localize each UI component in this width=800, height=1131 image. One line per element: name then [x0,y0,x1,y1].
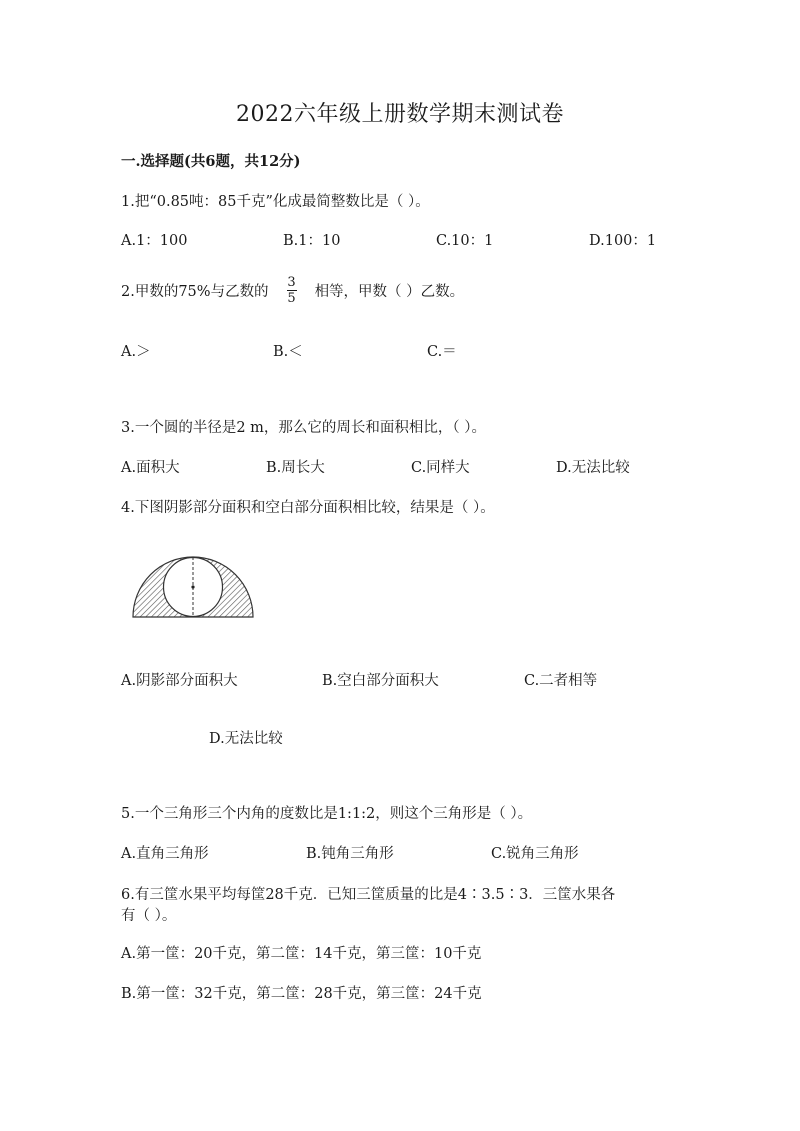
semicircle-diagram [130,553,260,623]
question-1-option-b[interactable]: B.1：10 [283,233,341,249]
question-3-option-d[interactable]: D.无法比较 [556,460,630,476]
question-1-option-a[interactable]: A.1：100 [121,233,188,249]
question-2-text-before: 2.甲数的75%与乙数的 [121,284,269,300]
question-6-option-b[interactable]: B.第一筐：32千克，第二筐：28千克，第三筐：24千克 [121,986,482,1002]
fraction-denominator: 5 [287,291,296,306]
semicircle-figure [130,553,260,627]
question-2-option-a[interactable]: A.＞ [121,344,151,360]
question-1-option-d[interactable]: D.100：1 [589,233,657,249]
question-3-option-b[interactable]: B.周长大 [266,460,325,476]
question-4-option-d[interactable]: D.无法比较 [209,731,283,747]
question-5-option-a[interactable]: A.直角三角形 [121,846,209,862]
question-5-option-c[interactable]: C.锐角三角形 [491,846,579,862]
question-6-text-line1: 6.有三筐水果平均每筐28千克．已知三筐质量的比是4∶3.5∶3．三筐水果各 [121,887,616,903]
question-4-option-b[interactable]: B.空白部分面积大 [322,673,439,689]
question-6-option-a[interactable]: A.第一筐：20千克，第二筐：14千克，第三筐：10千克 [121,946,482,962]
question-2-option-b[interactable]: B.＜ [273,344,303,360]
question-2-option-c[interactable]: C.＝ [427,344,457,360]
question-6-text-line2: 有（ ）。 [121,908,177,924]
question-3-option-a[interactable]: A.面积大 [121,460,180,476]
fraction [287,276,297,305]
question-4-option-c[interactable]: C.二者相等 [524,673,598,689]
question-5-text: 5.一个三角形三个内角的度数比是1:1:2，则这个三角形是（ ）。 [121,806,533,822]
fraction-numerator: 3 [287,275,296,290]
question-1-text: 1.把“0.85吨：85千克”化成最简整数比是（ ）。 [121,194,430,210]
question-4-option-a[interactable]: A.阴影部分面积大 [121,673,238,689]
section-heading: 一.选择题(共6题，共12分) [121,153,301,170]
question-2-text [121,276,464,305]
question-1-option-c[interactable]: C.10：1 [436,233,494,249]
question-5-option-b[interactable]: B.钝角三角形 [306,846,394,862]
question-2-text-after: 相等，甲数（ ）乙数。 [314,284,465,300]
page-title: 2022六年级上册数学期末测试卷 [236,102,564,127]
center-point [191,585,194,588]
question-4-text: 4.下图阴影部分面积和空白部分面积相比较，结果是（ ）。 [121,500,495,516]
question-3-option-c[interactable]: C.同样大 [411,460,470,476]
question-3-text: 3.一个圆的半径是2 m，那么它的周长和面积相比，（ ）。 [121,420,487,436]
